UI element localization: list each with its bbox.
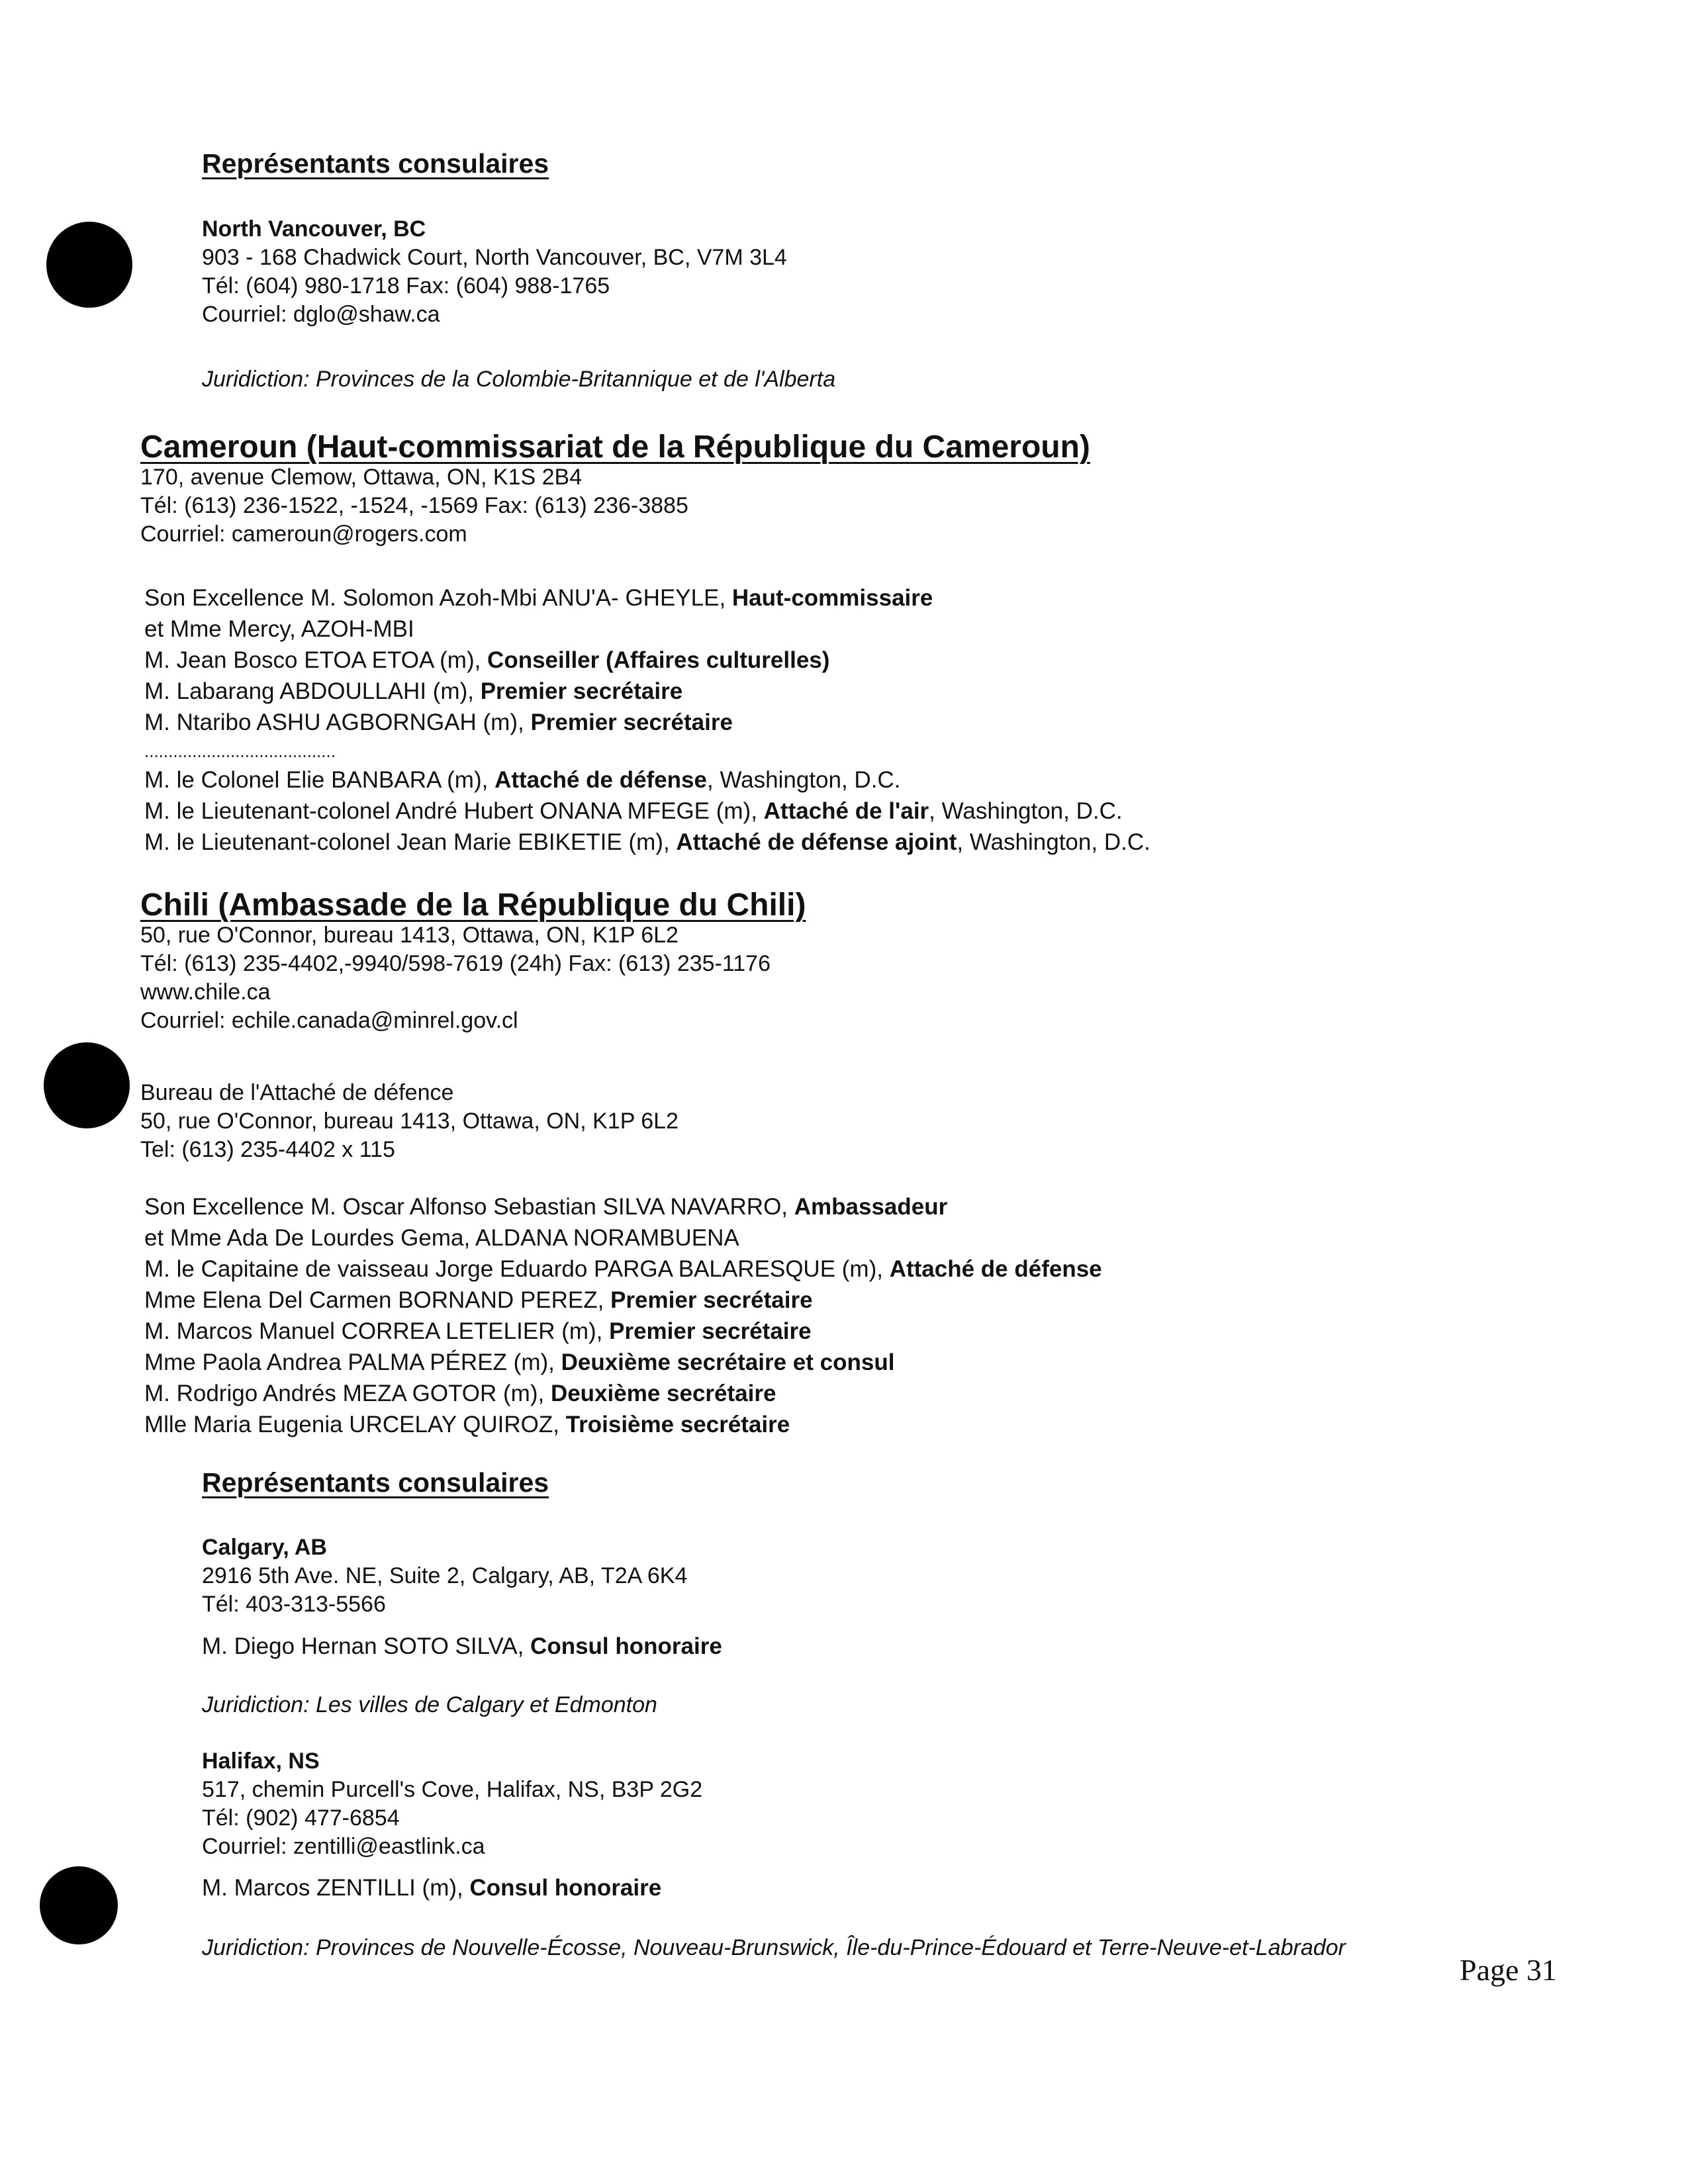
chili-address: 50, rue O'Connor, bureau 1413, Ottawa, ON, K1P 6L2 (140, 923, 679, 948)
consular-jurisdiction: Juridiction: Les villes de Calgary et Edmonton (202, 1692, 657, 1717)
consular-email: Courriel: zentilli@eastlink.ca (202, 1834, 485, 1859)
punch-hole-top (46, 222, 132, 308)
consular-address: 517, chemin Purcell's Cove, Halifax, NS, B3P 2G2 (202, 1777, 703, 1802)
consular-jurisdiction: Juridiction: Provinces de Nouvelle-Écosse, Nouveau-Brunswick, Île-du-Prince-Édouard et Terre-Neuve-et-Labrador (202, 1935, 1346, 1960)
staff-row: Mlle Maria Eugenia URCELAY QUIROZ, Troisième secrétaire (144, 1412, 790, 1437)
consular-city: North Vancouver, BC (202, 216, 426, 242)
cameroun-phone: Tél: (613) 236-1522, -1524, -1569 Fax: (613) 236-3885 (140, 493, 688, 518)
consular-person: M. Diego Hernan SOTO SILVA, Consul honoraire (202, 1633, 722, 1659)
country-heading-chili: Chili (Ambassade de la République du Chili) (140, 887, 806, 923)
chili-phone: Tél: (613) 235-4402,-9940/598-7619 (24h) Fax: (613) 235-1176 (140, 951, 771, 976)
separator-dots: ........................................ (144, 741, 336, 761)
section-heading-chili-consular-reps: Représentants consulaires (202, 1467, 549, 1498)
chili-contact-block (140, 921, 771, 1035)
punch-hole-bottom (40, 1866, 118, 1944)
defence-office-address: 50, rue O'Connor, bureau 1413, Ottawa, ON, K1P 6L2 (140, 1109, 679, 1134)
staff-row: M. Marcos Manuel CORREA LETELIER (m), Premier secrétaire (144, 1318, 812, 1344)
consular-city: Halifax, NS (202, 1749, 320, 1774)
staff-row: M. le Colonel Elie BANBARA (m), Attaché de défense, Washington, D.C. (144, 767, 901, 793)
staff-row: M. Ntaribo ASHU AGBORNGAH (m), Premier secrétaire (144, 709, 733, 735)
staff-row: M. le Lieutenant-colonel André Hubert ONANA MFEGE (m), Attaché de l'air, Washington, D.C. (144, 798, 1123, 824)
punch-hole-middle (44, 1042, 130, 1128)
consular-entry-north-vancouver (202, 215, 787, 329)
staff-row: M. le Capitaine de vaisseau Jorge Eduardo PARGA BALARESQUE (m), Attaché de défense (144, 1256, 1102, 1282)
consular-email: Courriel: dglo@shaw.ca (202, 302, 440, 327)
cameroun-contact-block (140, 463, 688, 549)
page-number: Page 31 (1460, 1953, 1557, 1987)
consular-address: 2916 5th Ave. NE, Suite 2, Calgary, AB, T2A 6K4 (202, 1563, 688, 1588)
chili-email: Courriel: echile.canada@minrel.gov.cl (140, 1008, 518, 1033)
section-heading-consular-reps: Représentants consulaires (202, 148, 549, 179)
country-heading-cameroun: Cameroun (Haut-commissariat de la République du Cameroun) (140, 430, 1090, 465)
consular-address: 903 - 168 Chadwick Court, North Vancouver, BC, V7M 3L4 (202, 245, 787, 270)
cameroun-email: Courriel: cameroun@rogers.com (140, 522, 467, 547)
cameroun-staff-list (144, 582, 1150, 858)
chili-website: www.chile.ca (140, 979, 271, 1005)
staff-row: et Mme Ada De Lourdes Gema, ALDANA NORAMBUENA (144, 1225, 739, 1251)
consular-entry-halifax (202, 1747, 702, 1861)
staff-row: M. le Lieutenant-colonel Jean Marie EBIKETIE (m), Attaché de défense ajoint, Washington, D.C. (144, 829, 1150, 855)
staff-row: Mme Paola Andrea PALMA PÉREZ (m), Deuxième secrétaire et consul (144, 1349, 895, 1375)
staff-row: Mme Elena Del Carmen BORNAND PEREZ, Premier secrétaire (144, 1287, 813, 1313)
defence-office-phone: Tel: (613) 235-4402 x 115 (140, 1137, 395, 1162)
defence-office-name: Bureau de l'Attaché de défence (140, 1080, 454, 1105)
consular-city: Calgary, AB (202, 1535, 327, 1560)
consular-person: M. Marcos ZENTILLI (m), Consul honoraire (202, 1875, 662, 1901)
consular-phone: Tél: 403-313-5566 (202, 1592, 386, 1617)
consular-phone: Tél: (902) 477-6854 (202, 1805, 400, 1831)
consular-phone: Tél: (604) 980-1718 Fax: (604) 988-1765 (202, 273, 610, 298)
staff-row: et Mme Mercy, AZOH-MBI (144, 616, 414, 642)
chili-staff-list (144, 1191, 1102, 1440)
staff-row: Son Excellence M. Solomon Azoh-Mbi ANU'A- GHEYLE, Haut-commissaire (144, 585, 933, 611)
staff-row: M. Labarang ABDOULLAHI (m), Premier secrétaire (144, 678, 683, 704)
consular-entry-calgary (202, 1533, 687, 1619)
staff-row: Son Excellence M. Oscar Alfonso Sebastian SILVA NAVARRO, Ambassadeur (144, 1194, 948, 1220)
staff-row: M. Jean Bosco ETOA ETOA (m), Conseiller (Affaires culturelles) (144, 647, 830, 673)
chili-defence-office (140, 1079, 679, 1164)
cameroun-address: 170, avenue Clemow, Ottawa, ON, K1S 2B4 (140, 465, 583, 490)
consular-jurisdiction: Juridiction: Provinces de la Colombie-Britannique et de l'Alberta (202, 367, 836, 392)
staff-row: M. Rodrigo Andrés MEZA GOTOR (m), Deuxième secrétaire (144, 1381, 776, 1406)
